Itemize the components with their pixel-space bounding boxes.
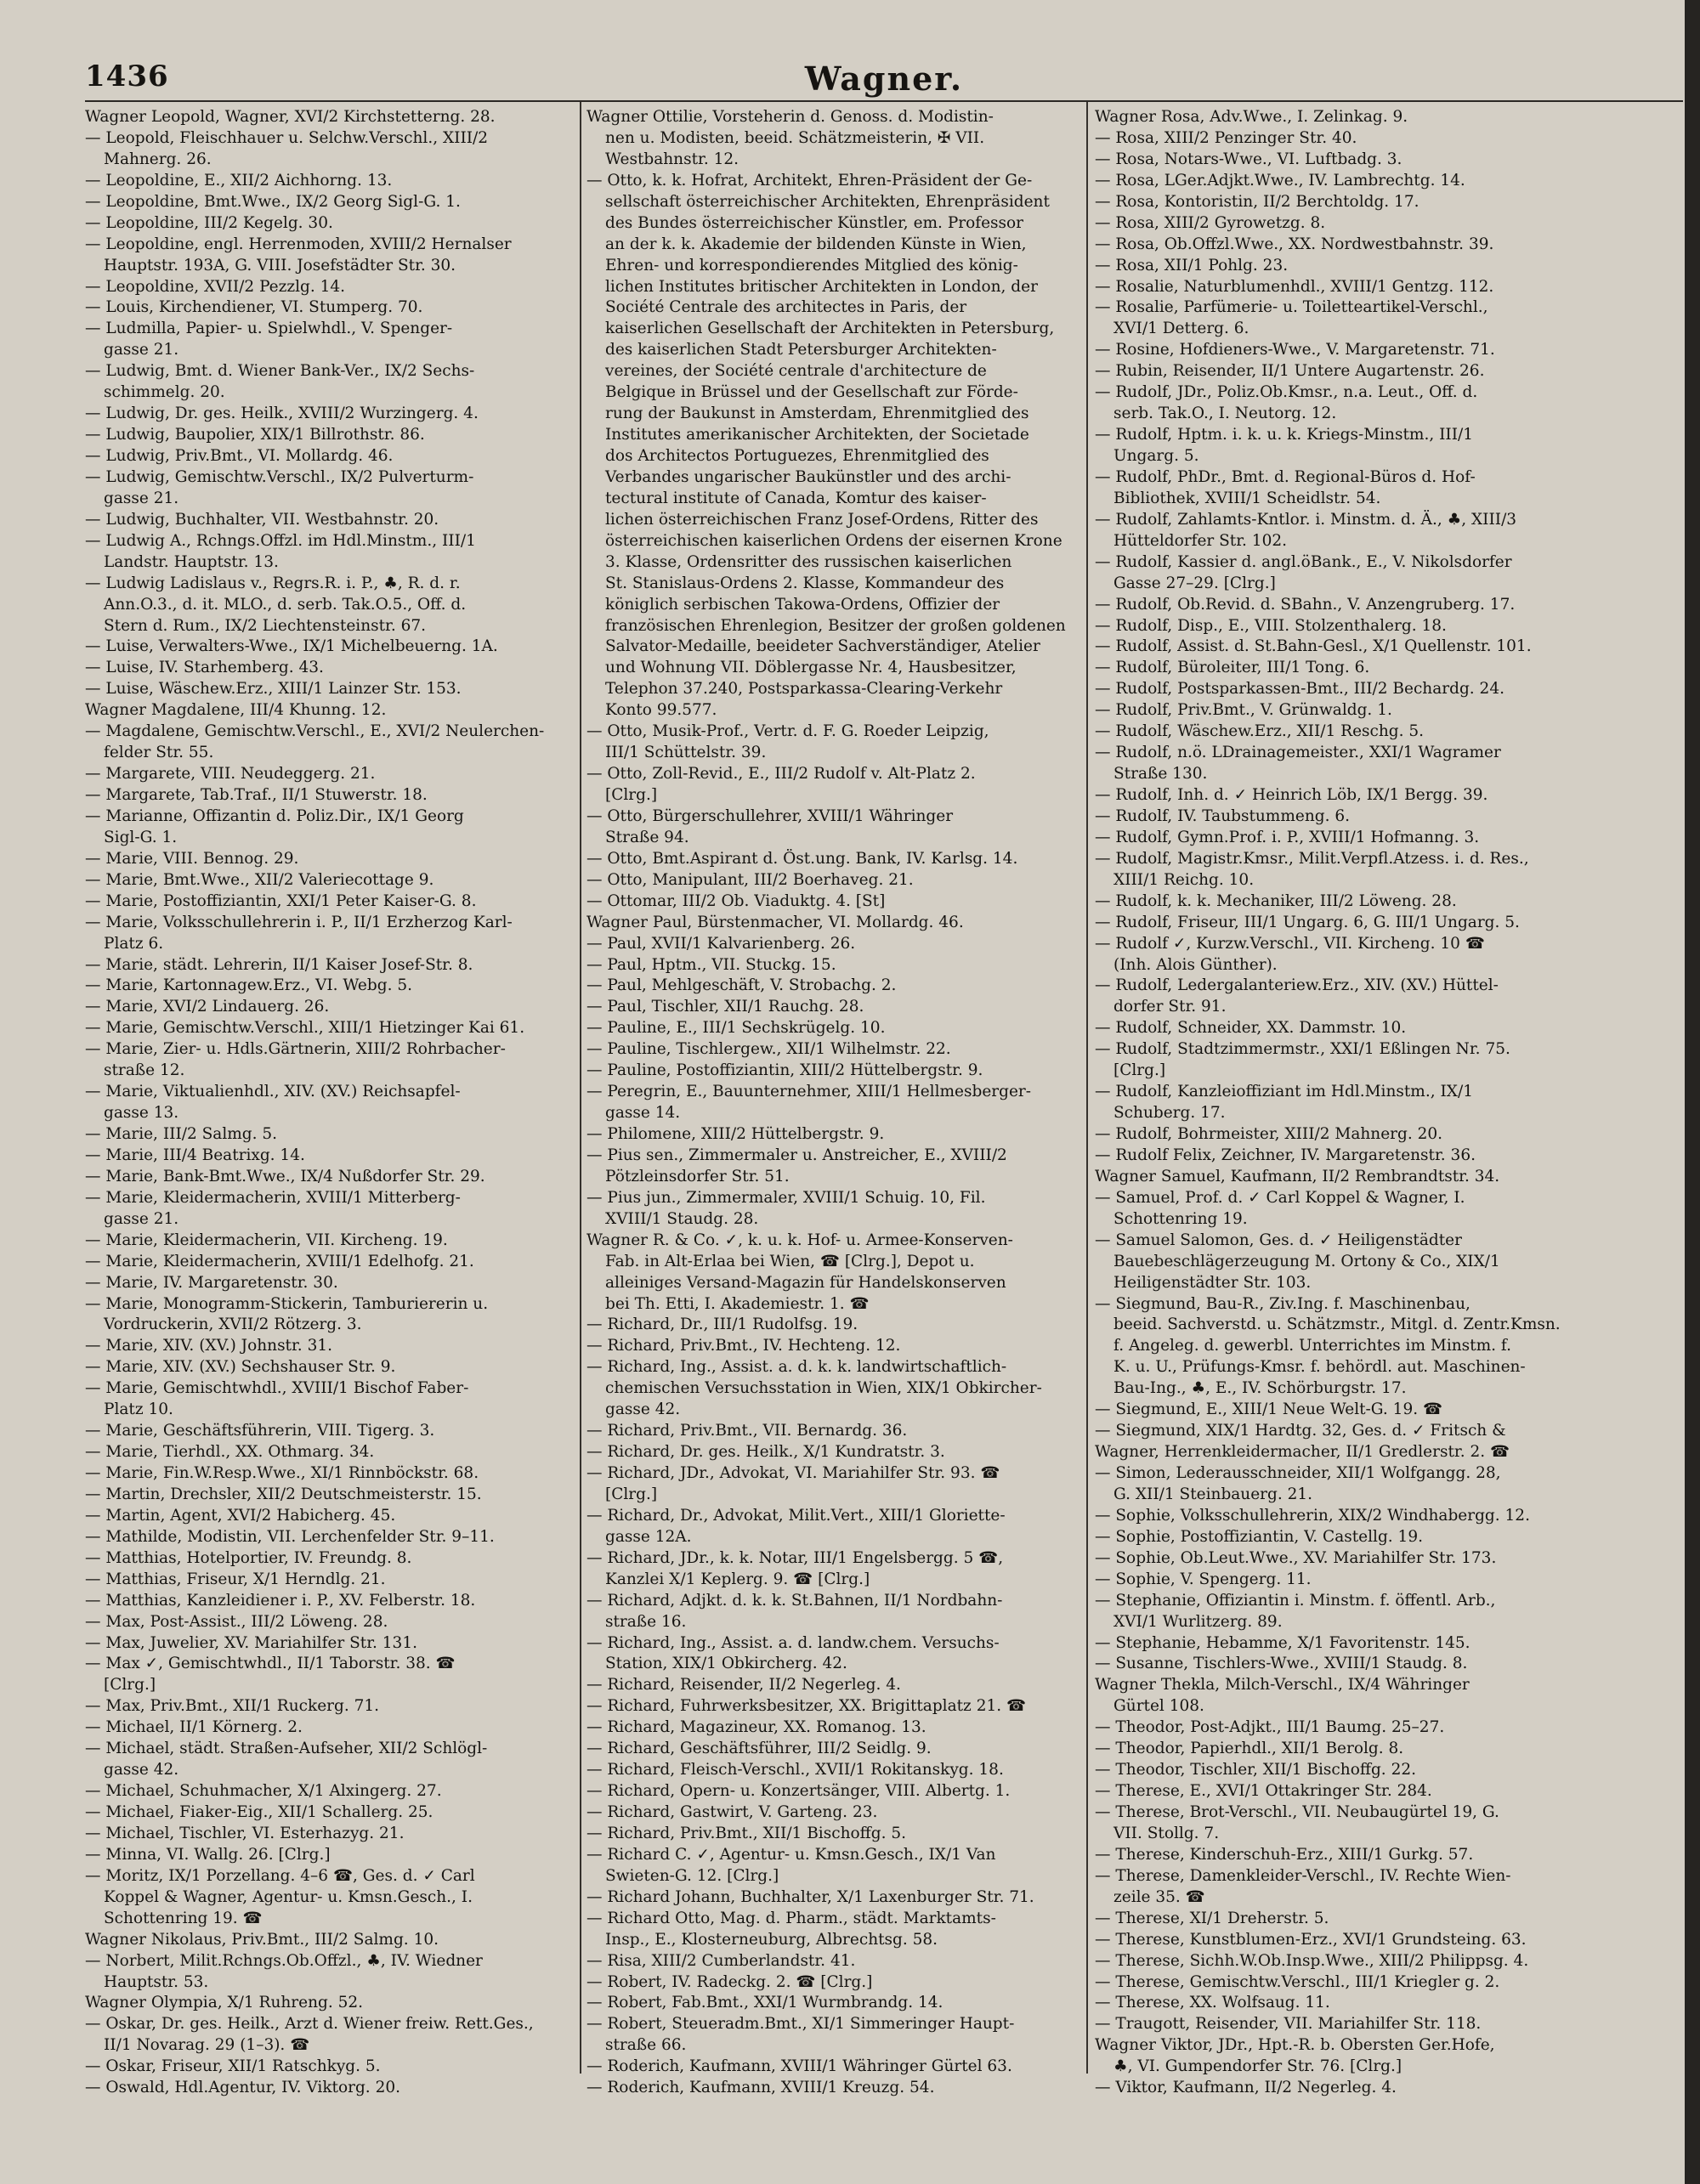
- directory-entry-line: — Rudolf, Kassier d. angl.öBank., E., V. Nikolsdorfer: [1095, 552, 1512, 571]
- directory-entry-line: Hauptstr. 53.: [104, 1972, 209, 1991]
- directory-entry-line: — Rudolf, Bohrmeister, XIII/2 Mahnerg. 20.: [1095, 1125, 1443, 1143]
- directory-entry-line: XVI/1 Wurlitzerg. 89.: [1114, 1612, 1283, 1631]
- directory-entry-line: — Rosa, LGer.Adjkt.Wwe., IV. Lambrechtg. 14.: [1095, 171, 1465, 190]
- directory-entry-line: Wagner Paul, Bürstenmacher, VI. Mollardg. 46.: [586, 913, 964, 931]
- directory-entry-line: straße 16.: [605, 1612, 687, 1631]
- directory-entry-line: an der k. k. Akademie der bildenden Künste in Wien,: [605, 235, 1027, 253]
- directory-entry-line: — Richard, Gastwirt, V. Garteng. 23.: [586, 1803, 878, 1821]
- directory-entry-line: Straße 130.: [1114, 765, 1208, 784]
- directory-entry-line: — Michael, städt. Straßen-Aufseher, XII/2 Schlögl-: [85, 1740, 488, 1758]
- directory-entry-line: — Norbert, Milit.Rchngs.Ob.Offzl., ♣, IV. Wiedner: [85, 1951, 483, 1970]
- directory-entry-line: — Viktor, Kaufmann, II/2 Negerleg. 4.: [1095, 2079, 1397, 2097]
- directory-entry-line: Ann.O.3., d. it. MLO., d. serb. Tak.O.5., Off. d.: [104, 595, 467, 614]
- directory-entry-line: — Rudolf, Postsparkassen-Bmt., III/2 Bechardg. 24.: [1095, 680, 1504, 699]
- directory-entry-line: tectural institute of Canada, Komtur des kaiser-: [605, 489, 987, 507]
- directory-entry-line: Gasse 27–29. [Clrg.]: [1114, 574, 1276, 592]
- directory-entry-line: G. XII/1 Steinbauerg. 21.: [1114, 1485, 1313, 1503]
- running-head: Wagner.: [804, 59, 964, 98]
- directory-entry-line: — Richard, Priv.Bmt., IV. Hechteng. 12.: [586, 1337, 901, 1355]
- directory-entry-line: des kaiserlichen Stadt Petersburger Architekten-: [605, 341, 997, 359]
- directory-entry-line: — Pius jun., Zimmermaler, XVIII/1 Schuig. 10, Fil.: [586, 1188, 986, 1207]
- directory-entry-line: — Otto, Zoll-Revid., E., III/2 Rudolf v. Alt-Platz 2.: [586, 765, 976, 784]
- directory-entry-line: — Robert, IV. Radeckg. 2. ☎ [Clrg.]: [586, 1972, 873, 1991]
- directory-entry-line: — Paul, XVII/1 Kalvarienberg. 26.: [586, 934, 856, 953]
- directory-entry-line: Sigl-G. 1.: [104, 828, 178, 846]
- directory-entry-line: — Richard, Fleisch-Verschl., XVII/1 Rokitanskyg. 18.: [586, 1761, 1004, 1779]
- directory-entry-line: — Rudolf, Disp., E., VIII. Stolzenthalerg. 18.: [1095, 616, 1447, 635]
- directory-entry-line: — Theodor, Papierhdl., XII/1 Berolg. 8.: [1095, 1740, 1404, 1758]
- directory-entry-line: (Inh. Alois Günther).: [1114, 955, 1278, 974]
- directory-entry-line: — Rudolf, Assist. d. St.Bahn-Gesl., X/1 Quellenstr. 101.: [1095, 637, 1532, 656]
- directory-entry-line: und Wohnung VII. Döblergasse Nr. 4, Hausbesitzer,: [605, 659, 1017, 677]
- header-divider: [85, 100, 1683, 102]
- directory-entry-line: — Rudolf, Wäschew.Erz., XII/1 Reschg. 5.: [1095, 722, 1425, 741]
- directory-entry-line: — Therese, XX. Wolfsaug. 11.: [1095, 1994, 1330, 2012]
- directory-entry-line: königlich serbischen Takowa-Ordens, Offizier der: [605, 595, 1000, 614]
- directory-entry-line: — Matthias, Hotelportier, IV. Freundg. 8.: [85, 1548, 412, 1567]
- directory-entry-line: — Magdalene, Gemischtw.Verschl., E., XVI/2 Neulerchen-: [85, 722, 545, 741]
- directory-entry-line: — Rudolf, Schneider, XX. Dammstr. 10.: [1095, 1019, 1407, 1038]
- directory-entry-line: — Marie, XIV. (XV.) Sechshauser Str. 9.: [85, 1358, 396, 1377]
- directory-entry-line: Mahnerg. 26.: [104, 150, 212, 168]
- directory-entry-line: — Pius sen., Zimmermaler u. Anstreicher, E., XVIII/2: [586, 1146, 1007, 1164]
- directory-entry-line: — Marie, Postoffiziantin, XXI/1 Peter Kaiser-G. 8.: [85, 891, 477, 910]
- directory-entry-line: — Marie, III/4 Beatrixg. 14.: [85, 1146, 305, 1164]
- directory-entry-line: — Rudolf, Hptm. i. k. u. k. Kriegs-Minstm., III/1: [1095, 426, 1474, 444]
- directory-entry-line: — Leopoldine, engl. Herrenmoden, XVIII/2 Hernalser: [85, 235, 512, 253]
- directory-entry-line: beeid. Sachverstd. u. Schätzmstr., Mitgl. d. Zentr.Kmsn.: [1114, 1315, 1561, 1334]
- directory-entry-line: gasse 21.: [104, 341, 179, 359]
- directory-entry-line: — Rudolf, Stadtzimmermstr., XXI/1 Eßlingen Nr. 75.: [1095, 1040, 1510, 1059]
- directory-entry-line: — Rudolf, k. k. Mechaniker, III/2 Löweng. 28.: [1095, 891, 1457, 910]
- directory-entry-line: — Risa, XIII/2 Cumberlandstr. 41.: [586, 1951, 856, 1970]
- directory-entry-line: — Richard, JDr., Advokat, VI. Mariahilfer Str. 93. ☎: [586, 1464, 1000, 1482]
- directory-entry-line: K. u. U., Prüfungs-Kmsr. f. behördl. aut. Maschinen-: [1114, 1358, 1526, 1377]
- directory-entry-line: zeile 35. ☎: [1114, 1887, 1205, 1906]
- directory-entry-line: — Peregrin, E., Bauunternehmer, XIII/1 Hellmesberger-: [586, 1083, 1031, 1101]
- directory-entry-line: des Bundes österreichischer Künstler, em. Professor: [605, 213, 1024, 232]
- directory-entry-line: — Marie, Geschäftsführerin, VIII. Tigerg. 3.: [85, 1422, 435, 1440]
- directory-entry-line: felder Str. 55.: [104, 744, 214, 762]
- directory-entry-line: — Therese, E., XVI/1 Ottakringer Str. 284.: [1095, 1782, 1432, 1801]
- directory-entry-line: — Richard, Dr., III/1 Rudolfsg. 19.: [586, 1315, 858, 1334]
- directory-entry-line: Wagner Nikolaus, Priv.Bmt., III/2 Salmg. 10.: [85, 1930, 439, 1949]
- directory-entry-line: — Simon, Lederausschneider, XII/1 Wolfgangg. 28,: [1095, 1464, 1501, 1482]
- directory-entry-line: — Ludwig A., Rchngs.Offzl. im Hdl.Minstm., III/1: [85, 531, 476, 550]
- directory-entry-line: — Luise, Wäschew.Erz., XIII/1 Lainzer Str. 153.: [85, 680, 462, 699]
- directory-entry-line: — Therese, Sichh.W.Ob.Insp.Wwe., XIII/2 Philippsg. 4.: [1095, 1951, 1529, 1970]
- directory-entry-line: — Louis, Kirchendiener, VI. Stumperg. 70.: [85, 298, 423, 317]
- directory-entry-line: Fab. in Alt-Erlaa bei Wien, ☎ [Clrg.], Depot u.: [605, 1252, 975, 1270]
- directory-entry-line: XIII/1 Reichg. 10.: [1114, 870, 1255, 889]
- directory-entry-line: — Richard, JDr., k. k. Notar, III/1 Engelsbergg. 5 ☎,: [586, 1548, 1004, 1567]
- directory-entry-line: gasse 42.: [104, 1761, 179, 1779]
- directory-entry-line: Wagner Magdalene, III/4 Khunng. 12.: [85, 701, 387, 720]
- directory-entry-line: Ehren- und korrespondierendes Mitglied des könig-: [605, 256, 1018, 274]
- directory-entry-line: — Richard, Reisender, II/2 Negerleg. 4.: [586, 1676, 901, 1695]
- directory-entry-line: — Ludwig, Buchhalter, VII. Westbahnstr. 20.: [85, 510, 439, 529]
- directory-entry-line: Wagner Samuel, Kaufmann, II/2 Rembrandtstr. 34.: [1095, 1167, 1500, 1185]
- directory-entry-line: 3. Klasse, Ordensritter des russischen kaiserlichen: [605, 552, 1012, 571]
- directory-entry-line: — Therese, Brot-Verschl., VII. Neubaugürtel 19, G.: [1095, 1803, 1499, 1821]
- directory-entry-line: — Marie, VIII. Bennog. 29.: [85, 849, 299, 868]
- directory-entry-line: vereines, der Société centrale d'architecture de: [605, 362, 987, 381]
- directory-entry-line: — Max, Post-Assist., III/2 Löweng. 28.: [85, 1612, 388, 1631]
- directory-entry-line: — Ludwig Ladislaus v., Regrs.R. i. P., ♣, R. d. r.: [85, 574, 461, 592]
- directory-entry-line: — Max, Juwelier, XV. Mariahilfer Str. 131.: [85, 1633, 417, 1652]
- directory-entry-line: — Matthias, Kanzleidiener i. P., XV. Felberstr. 18.: [85, 1591, 476, 1610]
- directory-entry-line: St. Stanislaus-Ordens 2. Klasse, Kommandeur des: [605, 574, 1005, 592]
- directory-entry-line: gasse 13.: [104, 1104, 179, 1123]
- directory-entry-line: — Richard, Geschäftsführer, III/2 Seidlg. 9.: [586, 1740, 932, 1758]
- directory-entry-line: Platz 10.: [104, 1400, 173, 1419]
- directory-entry-line: [Clrg.]: [1114, 1061, 1166, 1080]
- directory-entry-line: — Margarete, VIII. Neudeggerg. 21.: [85, 765, 376, 784]
- directory-entry-line: gasse 14.: [605, 1104, 681, 1123]
- directory-entry-line: ♣, VI. Gumpendorfer Str. 76. [Clrg.]: [1114, 2057, 1402, 2076]
- directory-entry-line: — Leopold, Fleischhauer u. Selchw.Verschl., XIII/2: [85, 128, 489, 147]
- directory-entry-line: Station, XIX/1 Obkircherg. 42.: [605, 1655, 847, 1673]
- directory-entry-line: III/1 Schüttelstr. 39.: [605, 744, 767, 762]
- directory-entry-line: sellschaft österreichischer Architekten, Ehrenpräsident: [605, 192, 1050, 211]
- directory-entry-line: — Marie, Gemischtw.Verschl., XIII/1 Hietzinger Kai 61.: [85, 1019, 525, 1038]
- directory-entry-line: — Paul, Tischler, XII/1 Rauchg. 28.: [586, 998, 864, 1016]
- directory-entry-line: — Mathilde, Modistin, VII. Lerchenfelder Str. 9–11.: [85, 1527, 495, 1546]
- directory-entry-line: — Marie, III/2 Salmg. 5.: [85, 1125, 278, 1143]
- directory-entry-line: — Sophie, Volksschullehrerin, XIX/2 Windhabergg. 12.: [1095, 1506, 1530, 1525]
- directory-entry-line: Kanzlei X/1 Keplerg. 9. ☎ [Clrg.]: [605, 1570, 870, 1588]
- directory-entry-line: Institutes amerikanischer Architekten, der Societade: [605, 426, 1029, 444]
- directory-entry-line: — Sophie, V. Spengerg. 11.: [1095, 1570, 1312, 1588]
- directory-entry-line: — Rudolf, n.ö. LDrainagemeister., XXI/1 Wagramer: [1095, 744, 1501, 762]
- directory-entry-line: — Theodor, Post-Adjkt., III/1 Baumg. 25–27.: [1095, 1718, 1445, 1737]
- directory-entry-line: — Martin, Drechsler, XII/2 Deutschmeisterstr. 15.: [85, 1485, 482, 1503]
- directory-entry-line: VII. Stollg. 7.: [1114, 1824, 1220, 1842]
- directory-entry-line: — Oskar, Dr. ges. Heilk., Arzt d. Wiener freiw. Rett.Ges.,: [85, 2015, 534, 2034]
- directory-entry-line: II/1 Novarag. 29 (1–3). ☎: [104, 2036, 310, 2055]
- directory-entry-line: — Richard C. ✓, Agentur- u. Kmsn.Gesch., IX/1 Van: [586, 1845, 996, 1864]
- directory-entry-line: gasse 12A.: [605, 1527, 692, 1546]
- directory-entry-line: — Michael, II/1 Körnerg. 2.: [85, 1718, 303, 1737]
- directory-entry-line: dos Architectos Portuguezes, Ehrenmitglied des: [605, 447, 989, 465]
- directory-entry-line: — Otto, Bmt.Aspirant d. Öst.ung. Bank, IV. Karlsg. 14.: [586, 849, 1018, 868]
- directory-entry-line: — Robert, Steueradm.Bmt., XI/1 Simmeringer Haupt-: [586, 2015, 1015, 2034]
- directory-entry-line: französischen Ehrenlegion, Besitzer der großen goldenen: [605, 616, 1066, 635]
- directory-entry-line: — Oskar, Friseur, XII/1 Ratschkyg. 5.: [85, 2057, 381, 2076]
- directory-entry-line: Belgique in Brüssel und der Gesellschaft zur Förde-: [605, 383, 1018, 402]
- directory-entry-line: Hauptstr. 193A, G. VIII. Josefstädter Str. 30.: [104, 256, 456, 274]
- directory-entry-line: — Samuel Salomon, Ges. d. ✓ Heiligenstädter: [1095, 1231, 1462, 1249]
- directory-entry-line: — Marie, städt. Lehrerin, II/1 Kaiser Josef-Str. 8.: [85, 955, 473, 974]
- directory-entry-line: — Ludmilla, Papier- u. Spielwhdl., V. Spenger-: [85, 320, 453, 338]
- directory-entry-line: Wagner, Herrenkleidermacher, II/1 Gredlerstr. 2. ☎: [1095, 1443, 1510, 1462]
- directory-entry-line: — Ottomar, III/2 Ob. Viaduktg. 4. [St]: [586, 891, 886, 910]
- page-edge: [1685, 0, 1700, 2184]
- directory-entry-line: Wagner Thekla, Milch-Verschl., IX/4 Währinger: [1095, 1676, 1470, 1695]
- directory-entry-line: — Richard, Magazineur, XX. Romanog. 13.: [586, 1718, 926, 1737]
- directory-entry-line: — Rosa, Notars-Wwe., VI. Luftbadg. 3.: [1095, 150, 1402, 168]
- directory-entry-line: schimmelg. 20.: [104, 383, 225, 402]
- directory-entry-line: gasse 21.: [104, 489, 179, 507]
- directory-column-1: [85, 107, 586, 2099]
- directory-entry-line: — Michael, Tischler, VI. Esterhazyg. 21.: [85, 1824, 405, 1842]
- directory-entry-line: — Otto, Bürgerschullehrer, XVIII/1 Währinger: [586, 806, 954, 825]
- directory-entry-line: Straße 94.: [605, 828, 689, 846]
- directory-entry-line: Wagner Olympia, X/1 Ruhreng. 52.: [85, 1994, 364, 2012]
- directory-entry-line: Insp., E., Klosterneuburg, Albrechtsg. 58.: [605, 1930, 938, 1949]
- directory-entry-line: — Roderich, Kaufmann, XVIII/1 Währinger Gürtel 63.: [586, 2057, 1012, 2076]
- directory-entry-line: — Rudolf, JDr., Poliz.Ob.Kmsr., n.a. Leut., Off. d.: [1095, 383, 1478, 402]
- directory-entry-line: — Rudolf, Priv.Bmt., V. Grünwaldg. 1.: [1095, 701, 1392, 720]
- directory-entry-line: Heiligenstädter Str. 103.: [1114, 1273, 1312, 1292]
- directory-entry-line: nen u. Modisten, beeid. Schätzmeisterin, ✠ VII.: [605, 128, 985, 147]
- directory-entry-line: — Marie, Bank-Bmt.Wwe., IX/4 Nußdorfer Str. 29.: [85, 1167, 485, 1185]
- directory-entry-line: Platz 6.: [104, 934, 164, 953]
- directory-entry-line: — Rosa, Kontoristin, II/2 Berchtoldg. 17.: [1095, 192, 1420, 211]
- directory-entry-line: [Clrg.]: [605, 1485, 658, 1503]
- directory-entry-line: Société Centrale des architectes in Paris, der: [605, 298, 967, 317]
- directory-column-3: [1095, 107, 1596, 2099]
- directory-entry-line: — Leopoldine, XVII/2 Pezzlg. 14.: [85, 277, 346, 296]
- directory-entry-line: — Ludwig, Dr. ges. Heilk., XVIII/2 Wurzingerg. 4.: [85, 405, 479, 423]
- directory-entry-line: — Susanne, Tischlers-Wwe., XVIII/1 Staudg. 8.: [1095, 1655, 1468, 1673]
- directory-entry-line: — Richard, Adjkt. d. k. k. St.Bahnen, II/1 Nordbahn-: [586, 1591, 1003, 1610]
- directory-entry-line: Wagner R. & Co. ✓, k. u. k. Hof- u. Armee-Konserven-: [586, 1231, 1013, 1249]
- directory-entry-line: — Sophie, Postoffiziantin, V. Castellg. 19.: [1095, 1527, 1423, 1546]
- directory-entry-line: — Michael, Schuhmacher, X/1 Alxingerg. 27.: [85, 1782, 442, 1801]
- directory-entry-line: Konto 99.577.: [605, 701, 717, 720]
- directory-entry-line: — Marie, Volksschullehrerin i. P., II/1 Erzherzog Karl-: [85, 913, 513, 931]
- directory-entry-line: — Richard, Ing., Assist. a. d. k. k. landwirtschaftlich-: [586, 1358, 1007, 1377]
- directory-entry-line: — Rudolf, PhDr., Bmt. d. Regional-Büros d. Hof-: [1095, 467, 1476, 486]
- directory-entry-line: — Traugott, Reisender, VII. Mariahilfer Str. 118.: [1095, 2015, 1482, 2034]
- directory-entry-line: Wagner Rosa, Adv.Wwe., I. Zelinkag. 9.: [1095, 108, 1408, 126]
- directory-entry-line: Wagner Leopold, Wagner, XVI/2 Kirchstetterng. 28.: [85, 108, 496, 126]
- directory-entry-line: Vordruckerin, XVII/2 Rötzerg. 3.: [104, 1315, 362, 1334]
- directory-entry-line: lichen österreichischen Franz Josef-Ordens, Ritter des: [605, 510, 1039, 529]
- directory-entry-line: — Margarete, Tab.Traf., II/1 Stuwerstr. 18.: [85, 786, 428, 804]
- directory-entry-line: — Ludwig, Priv.Bmt., VI. Mollardg. 46.: [85, 447, 394, 465]
- directory-entry-line: — Marie, Kleidermacherin, VII. Kircheng. 19.: [85, 1231, 448, 1249]
- directory-entry-line: [Clrg.]: [104, 1676, 156, 1695]
- directory-entry-line: Schuberg. 17.: [1114, 1104, 1226, 1123]
- directory-entry-line: — Minna, VI. Wallg. 26. [Clrg.]: [85, 1845, 331, 1864]
- directory-entry-line: gasse 42.: [605, 1400, 681, 1419]
- directory-entry-line: — Marianne, Offizantin d. Poliz.Dir., IX/1 Georg: [85, 806, 464, 825]
- directory-entry-line: — Rudolf, Inh. d. ✓ Heinrich Löb, IX/1 Bergg. 39.: [1095, 786, 1488, 804]
- directory-entry-line: — Marie, Gemischtwhdl., XVIII/1 Bischof Faber-: [85, 1379, 469, 1398]
- directory-entry-line: kaiserlichen Gesellschaft der Architekten in Petersburg,: [605, 320, 1055, 338]
- directory-entry-line: — Ludwig, Gemischtw.Verschl., IX/2 Pulverturm-: [85, 467, 474, 486]
- directory-entry-line: straße 12.: [104, 1061, 185, 1080]
- directory-entry-line: lichen Institutes britischer Architekten in London, der: [605, 277, 1038, 296]
- directory-entry-line: bei Th. Etti, I. Akademiestr. 1. ☎: [605, 1294, 870, 1313]
- directory-entry-line: — Therese, Kinderschuh-Erz., XIII/1 Gurkg. 57.: [1095, 1845, 1474, 1864]
- directory-entry-line: [Clrg.]: [605, 786, 658, 804]
- directory-entry-line: Bibliothek, XVIII/1 Scheidlstr. 54.: [1114, 489, 1381, 507]
- directory-entry-line: Hütteldorfer Str. 102.: [1114, 531, 1287, 550]
- directory-column-2: [586, 107, 1088, 2099]
- directory-entry-line: — Rudolf, Zahlamts-Kntlor. i. Minstm. d. Ä., ♣, XIII/3: [1095, 510, 1517, 529]
- directory-entry-line: — Stephanie, Hebamme, X/1 Favoritenstr. 145.: [1095, 1633, 1470, 1652]
- directory-entry-line: — Rudolf, Gymn.Prof. i. P., XVIII/1 Hofmanng. 3.: [1095, 828, 1480, 846]
- directory-entry-line: Pötzleinsdorfer Str. 51.: [605, 1167, 790, 1185]
- directory-entry-line: — Samuel, Prof. d. ✓ Carl Koppel & Wagner, I.: [1095, 1188, 1465, 1207]
- directory-entry-line: — Rosalie, Parfümerie- u. Toiletteartikel-Verschl.,: [1095, 298, 1488, 317]
- directory-entry-line: — Marie, Kleidermacherin, XVIII/1 Edelhofg. 21.: [85, 1252, 474, 1270]
- directory-entry-line: — Rudolf, Ledergalanteriew.Erz., XIV. (XV.) Hüttel-: [1095, 976, 1499, 995]
- directory-entry-line: — Otto, Musik-Prof., Vertr. d. F. G. Roeder Leipzig,: [586, 722, 989, 741]
- directory-entry-line: — Therese, Damenkleider-Verschl., IV. Rechte Wien-: [1095, 1866, 1511, 1885]
- directory-entry-line: — Therese, XI/1 Dreherstr. 5.: [1095, 1909, 1329, 1927]
- directory-entry-line: — Richard Otto, Mag. d. Pharm., städt. Marktamts-: [586, 1909, 996, 1927]
- directory-entry-line: — Oswald, Hdl.Agentur, IV. Viktorg. 20.: [85, 2079, 400, 2097]
- directory-entry-line: — Richard Johann, Buchhalter, X/1 Laxenburger Str. 71.: [586, 1887, 1034, 1906]
- directory-entry-line: — Siegmund, XIX/1 Hardtg. 32, Ges. d. ✓ Fritsch &: [1095, 1422, 1506, 1440]
- directory-entry-line: Salvator-Medaille, beeideter Sachverständiger, Atelier: [605, 637, 1040, 656]
- directory-entry-line: — Rubin, Reisender, II/1 Untere Augartenstr. 26.: [1095, 362, 1485, 381]
- directory-entry-line: Verbandes ungarischer Baukünstler und des archi-: [605, 467, 1012, 486]
- directory-entry-line: — Otto, k. k. Hofrat, Architekt, Ehren-Präsident der Ge-: [586, 171, 1033, 190]
- directory-entry-line: — Michael, Fiaker-Eig., XII/1 Schallerg. 25.: [85, 1803, 434, 1821]
- directory-entry-line: dorfer Str. 91.: [1114, 998, 1227, 1016]
- directory-entry-line: alleiniges Versand-Magazin für Handelskonserven: [605, 1273, 1006, 1292]
- directory-entry-line: — Therese, Gemischtw.Verschl., III/1 Kriegler g. 2.: [1095, 1972, 1500, 1991]
- directory-entry-line: — Rudolf, Magistr.Kmsr., Milit.Verpfl.Atzess. i. d. Res.,: [1095, 849, 1529, 868]
- directory-entry-line: Westbahnstr. 12.: [605, 150, 740, 168]
- directory-entry-line: — Roderich, Kaufmann, XVIII/1 Kreuzg. 54.: [586, 2079, 935, 2097]
- directory-entry-line: — Siegmund, Bau-R., Ziv.Ing. f. Maschinenbau,: [1095, 1294, 1470, 1313]
- directory-entry-line: — Stephanie, Offiziantin i. Minstm. f. öffentl. Arb.,: [1095, 1591, 1496, 1610]
- directory-entry-line: — Matthias, Friseur, X/1 Herndlg. 21.: [85, 1570, 386, 1588]
- directory-entry-line: — Marie, IV. Margaretenstr. 30.: [85, 1273, 338, 1292]
- directory-entry-line: — Marie, Tierhdl., XX. Othmarg. 34.: [85, 1443, 375, 1462]
- directory-entry-line: — Marie, Kartonnagew.Erz., VI. Webg. 5.: [85, 976, 412, 995]
- directory-entry-line: — Richard, Priv.Bmt., VII. Bernardg. 36.: [586, 1422, 908, 1440]
- directory-entry-line: — Therese, Kunstblumen-Erz., XVI/1 Grundsteing. 63.: [1095, 1930, 1527, 1949]
- directory-entry-line: — Rosalie, Naturblumenhdl., XVIII/1 Gentzg. 112.: [1095, 277, 1494, 296]
- directory-entry-line: — Otto, Manipulant, III/2 Boerhaveg. 21.: [586, 870, 914, 889]
- directory-entry-line: — Max ✓, Gemischtwhdl., II/1 Taborstr. 38. ☎: [85, 1655, 456, 1673]
- directory-entry-line: — Rosine, Hofdieners-Wwe., V. Margaretenstr. 71.: [1095, 341, 1495, 359]
- directory-entry-line: — Pauline, Tischlergew., XII/1 Wilhelmstr. 22.: [586, 1040, 951, 1059]
- directory-entry-line: — Marie, Zier- u. Hdls.Gärtnerin, XIII/2 Rohrbacher-: [85, 1040, 506, 1059]
- directory-entry-line: — Martin, Agent, XVI/2 Habicherg. 45.: [85, 1506, 396, 1525]
- directory-entry-line: — Robert, Fab.Bmt., XXI/1 Wurmbrandg. 14.: [586, 1994, 944, 2012]
- directory-entry-line: Schottenring 19. ☎: [104, 1909, 263, 1927]
- directory-entry-line: — Marie, XVI/2 Lindauerg. 26.: [85, 998, 330, 1016]
- directory-entry-line: XVIII/1 Staudg. 28.: [605, 1209, 759, 1228]
- directory-entry-line: — Paul, Mehlgeschäft, V. Strobachg. 2.: [586, 976, 897, 995]
- directory-entry-line: Wagner Viktor, JDr., Hpt.-R. b. Obersten Ger.Hofe,: [1095, 2036, 1495, 2055]
- directory-entry-line: — Richard, Dr., Advokat, Milit.Vert., XIII/1 Gloriette-: [586, 1506, 1006, 1525]
- directory-entry-line: — Rudolf, IV. Taubstummeng. 6.: [1095, 806, 1351, 825]
- directory-entry-line: Stern d. Rum., IX/2 Liechtensteinstr. 67.: [104, 616, 427, 635]
- directory-entry-line: — Luise, IV. Starhemberg. 43.: [85, 659, 324, 677]
- directory-entry-line: — Rudolf, Ob.Revid. d. SBahn., V. Anzengruberg. 17.: [1095, 595, 1516, 614]
- page-number: 1436: [85, 59, 169, 93]
- directory-entry-line: Swieten-G. 12. [Clrg.]: [605, 1866, 779, 1885]
- directory-entry-line: — Sophie, Ob.Leut.Wwe., XV. Mariahilfer Str. 173.: [1095, 1548, 1497, 1567]
- directory-entry-line: Wagner Ottilie, Vorsteherin d. Genoss. d. Modistin-: [586, 108, 994, 126]
- directory-entry-line: — Rosa, XIII/2 Gyrowetzg. 8.: [1095, 213, 1326, 232]
- directory-entry-line: — Rudolf Felix, Zeichner, IV. Margaretenstr. 36.: [1095, 1146, 1476, 1164]
- directory-entry-line: chemischen Versuchsstation in Wien, XIX/1 Obkircher-: [605, 1379, 1042, 1398]
- directory-entry-line: Gürtel 108.: [1114, 1697, 1204, 1716]
- directory-entry-line: — Marie, XIV. (XV.) Johnstr. 31.: [85, 1337, 332, 1355]
- directory-entry-line: Landstr. Hauptstr. 13.: [104, 552, 279, 571]
- page-header: [85, 59, 1683, 102]
- directory-entry-line: — Rosa, Ob.Offzl.Wwe., XX. Nordwestbahnstr. 39.: [1095, 235, 1494, 253]
- directory-entry-line: — Max, Priv.Bmt., XII/1 Ruckerg. 71.: [85, 1697, 380, 1716]
- directory-entry-line: — Marie, Monogramm-Stickerin, Tamburiererin u.: [85, 1294, 489, 1313]
- directory-entry-line: — Theodor, Tischler, XII/1 Bischoffg. 22.: [1095, 1761, 1416, 1779]
- directory-entry-line: österreichischen kaiserlichen Ordens der eisernen Krone: [605, 531, 1062, 550]
- directory-entry-line: — Leopoldine, III/2 Kegelg. 30.: [85, 213, 333, 232]
- directory-entry-line: — Luise, Verwalters-Wwe., IX/1 Michelbeuerng. 1A.: [85, 637, 498, 656]
- directory-entry-line: — Paul, Hptm., VII. Stuckg. 15.: [586, 955, 836, 974]
- directory-entry-line: — Siegmund, E., XIII/1 Neue Welt-G. 19. ☎: [1095, 1400, 1443, 1419]
- directory-entry-line: Telephon 37.240, Postsparkassa-Clearing-Verkehr: [605, 680, 1003, 699]
- directory-entry-line: — Rosa, XII/1 Pohlg. 23.: [1095, 256, 1289, 274]
- directory-entry-line: — Moritz, IX/1 Porzellang. 4–6 ☎, Ges. d. ✓ Carl: [85, 1866, 475, 1885]
- directory-entry-line: straße 66.: [605, 2036, 687, 2055]
- directory-entry-line: — Richard, Ing., Assist. a. d. landw.chem. Versuchs-: [586, 1633, 1000, 1652]
- directory-entry-line: — Marie, Kleidermacherin, XVIII/1 Mitterberg-: [85, 1188, 461, 1207]
- directory-entry-line: — Marie, Viktualienhdl., XIV. (XV.) Reichsapfel-: [85, 1083, 461, 1101]
- directory-entry-line: Koppel & Wagner, Agentur- u. Kmsn.Gesch., I.: [104, 1887, 473, 1906]
- directory-entry-line: — Ludwig, Bmt. d. Wiener Bank-Ver., IX/2 Sechs-: [85, 362, 475, 381]
- directory-entry-line: — Richard, Opern- u. Konzertsänger, VIII. Albertg. 1.: [586, 1782, 1011, 1801]
- directory-entry-line: — Rudolf, Kanzleioffiziant im Hdl.Minstm., IX/1: [1095, 1083, 1473, 1101]
- directory-entry-line: — Pauline, E., III/1 Sechskrügelg. 10.: [586, 1019, 886, 1038]
- directory-entry-line: — Rosa, XIII/2 Penzinger Str. 40.: [1095, 128, 1357, 147]
- directory-entry-line: — Leopoldine, Bmt.Wwe., IX/2 Georg Sigl-G. 1.: [85, 192, 461, 211]
- directory-entry-line: Ungarg. 5.: [1114, 447, 1199, 465]
- directory-entry-line: — Richard, Dr. ges. Heilk., X/1 Kundratstr. 3.: [586, 1443, 945, 1462]
- directory-entry-line: — Marie, Bmt.Wwe., XII/2 Valeriecottage 9.: [85, 870, 434, 889]
- directory-entry-line: Bau-Ing., ♣, E., IV. Schörburgstr. 17.: [1114, 1379, 1407, 1398]
- directory-entry-line: gasse 21.: [104, 1209, 179, 1228]
- directory-entry-line: — Ludwig, Baupolier, XIX/1 Billrothstr. 86.: [85, 426, 425, 444]
- directory-entry-line: XVI/1 Detterg. 6.: [1114, 320, 1250, 338]
- directory-entry-line: — Leopoldine, E., XII/2 Aichhorng. 13.: [85, 171, 393, 190]
- directory-entry-line: serb. Tak.O., I. Neutorg. 12.: [1114, 405, 1337, 423]
- directory-entry-line: rung der Baukunst in Amsterdam, Ehrenmitglied des: [605, 405, 1029, 423]
- directory-entry-line: Bauebeschlägerzeugung M. Ortony & Co., XIX/1: [1114, 1252, 1500, 1270]
- directory-entry-line: f. Angeleg. d. gewerbl. Unterrichtes im Minstm. f.: [1114, 1337, 1511, 1355]
- directory-entry-line: Schottenring 19.: [1114, 1209, 1248, 1228]
- directory-entry-line: — Pauline, Postoffiziantin, XIII/2 Hüttelbergstr. 9.: [586, 1061, 983, 1080]
- directory-entry-line: — Richard, Priv.Bmt., XII/1 Bischoffg. 5.: [586, 1824, 907, 1842]
- directory-entry-line: — Richard, Fuhrwerksbesitzer, XX. Brigittaplatz 21. ☎: [586, 1697, 1027, 1716]
- directory-entry-line: — Rudolf ✓, Kurzw.Verschl., VII. Kircheng. 10 ☎: [1095, 934, 1485, 953]
- directory-entry-line: — Rudolf, Büroleiter, III/1 Tong. 6.: [1095, 659, 1370, 677]
- directory-entry-line: — Rudolf, Friseur, III/1 Ungarg. 6, G. III/1 Ungarg. 5.: [1095, 913, 1520, 931]
- directory-entry-line: — Marie, Fin.W.Resp.Wwe., XI/1 Rinnböckstr. 68.: [85, 1464, 479, 1482]
- directory-entry-line: — Philomene, XIII/2 Hüttelbergstr. 9.: [586, 1125, 885, 1143]
